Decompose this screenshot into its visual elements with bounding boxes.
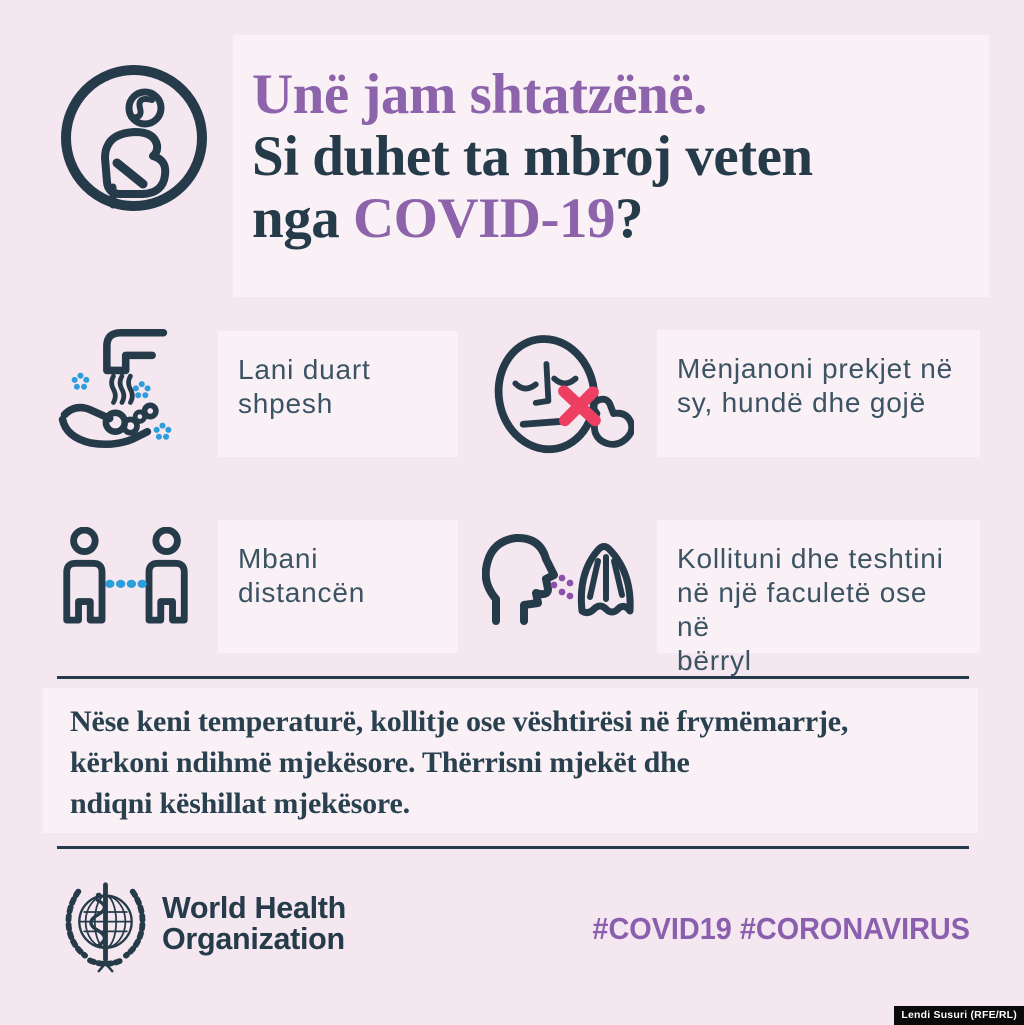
who-wordmark bbox=[162, 893, 346, 955]
advice-line: në një faculetë ose në bbox=[677, 577, 928, 642]
advice-text-wash-hands bbox=[218, 331, 458, 457]
advice-text-avoid-face bbox=[657, 330, 980, 457]
advice-line: Mbani bbox=[238, 543, 319, 574]
advice-line: bërryl bbox=[677, 645, 752, 676]
advice-line: sy, hundë dhe gojë bbox=[677, 387, 926, 418]
advice-line: shpesh bbox=[238, 388, 334, 419]
who-wordmark-line-1: World Health bbox=[162, 891, 346, 925]
title-line-3-prefix: nga bbox=[252, 187, 353, 250]
advice-text-cough bbox=[657, 520, 980, 676]
advice-text-distance bbox=[218, 520, 458, 653]
advice-line: distancën bbox=[238, 577, 366, 608]
cough-tissue-icon bbox=[482, 533, 642, 628]
photo-credit-badge: Lendi Susuri (RFE/RL) bbox=[894, 1006, 1024, 1025]
who-wordmark-line-2: Organization bbox=[162, 922, 345, 956]
notice-box bbox=[43, 688, 978, 833]
page-title bbox=[252, 64, 982, 250]
hashtags: #COVID19 #CORONAVIRUS bbox=[592, 911, 970, 946]
pregnant-woman-icon bbox=[59, 63, 209, 213]
advice-line: Mënjanoni prekjet në bbox=[677, 353, 953, 384]
advice-line: Kollituni dhe teshtini bbox=[677, 543, 944, 574]
notice-line: ndiqni këshillat mjekësore. bbox=[70, 787, 410, 820]
title-line-1: Unë jam shtatzënë. bbox=[252, 63, 707, 126]
divider-top bbox=[57, 676, 969, 679]
notice-line: Nëse keni temperaturë, kollitje ose vështirësi në frymëmarrje, bbox=[70, 705, 849, 738]
notice-line: kërkoni ndihmë mjekësore. Thërrisni mjekët dhe bbox=[70, 746, 690, 779]
title-line-3-suffix: ? bbox=[614, 187, 643, 250]
notice-text bbox=[70, 701, 978, 824]
title-line-2: Si duhet ta mbroj veten bbox=[252, 125, 813, 188]
advice-line: Lani duart bbox=[238, 354, 371, 385]
who-logo bbox=[57, 879, 154, 976]
handwash-icon bbox=[55, 328, 187, 460]
distance-dots bbox=[105, 580, 147, 588]
divider-bottom bbox=[57, 846, 969, 849]
distance-icon bbox=[55, 527, 197, 630]
covid19-highlight: COVID-19 bbox=[352, 187, 615, 250]
title-line-3 bbox=[252, 188, 982, 250]
no-face-touch-icon bbox=[488, 330, 634, 466]
